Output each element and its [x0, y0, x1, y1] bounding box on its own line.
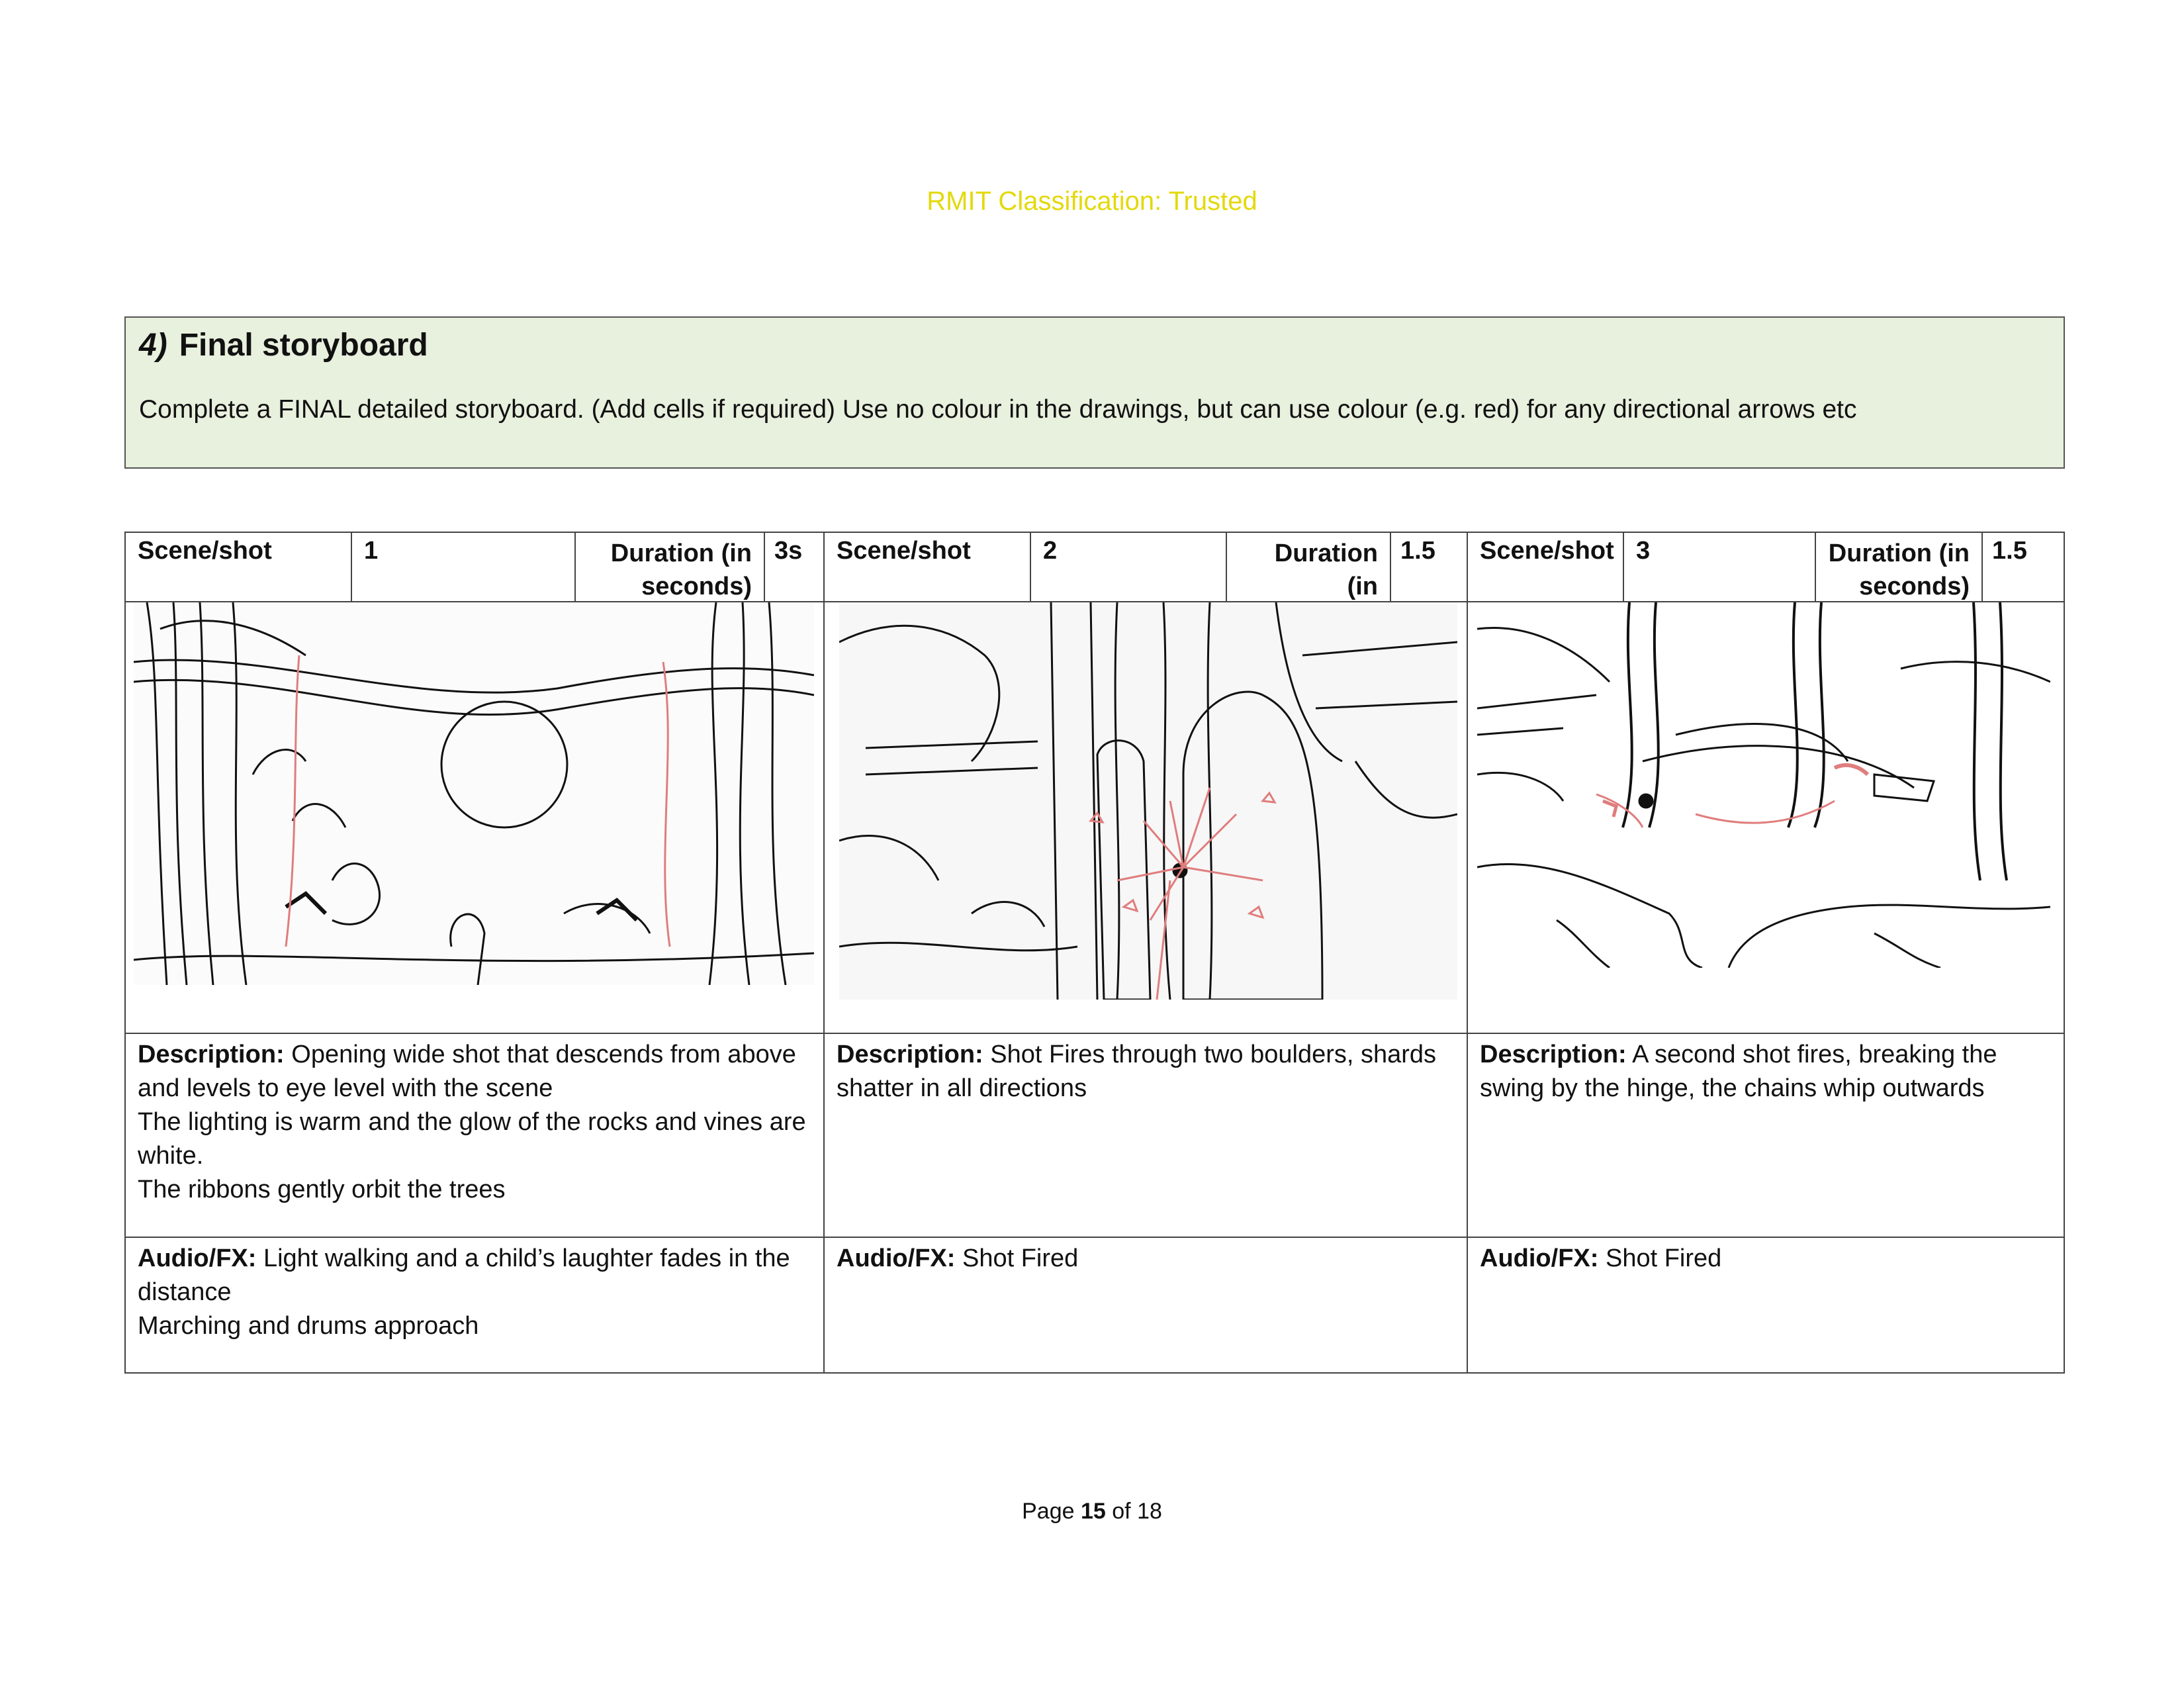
drawing-cell: [126, 602, 823, 1034]
duration-label: Duration (in seconds): [1816, 533, 1983, 601]
task-number: 4): [139, 328, 167, 363]
forest-swing-sketch-icon: [134, 602, 814, 985]
storyboard-panel-1: [126, 533, 825, 1372]
panel-header: [126, 533, 823, 602]
description-line: The ribbons gently orbit the trees: [138, 1176, 506, 1203]
audio-cell: [825, 1238, 1467, 1372]
page-current: 15: [1080, 1499, 1106, 1524]
audio-cell: [1468, 1238, 2065, 1372]
scene-number: 3: [1624, 533, 1816, 601]
storyboard-panel-3: [1468, 533, 2065, 1372]
storyboard-panel-2: [825, 533, 1468, 1372]
description-label: Description:: [837, 1041, 983, 1068]
duration-value: 1.5: [1992, 537, 2027, 565]
drawing-cell: [1468, 602, 2065, 1034]
audio-cell: [126, 1238, 823, 1372]
description-text: Opening wide shot that descends from above and levels to eye level with the scene: [138, 1041, 796, 1102]
swing-chains-sketch-icon: [1477, 602, 2050, 968]
scene-shot-label: Scene/shot: [1468, 533, 1624, 601]
audio-label: Audio/FX:: [138, 1244, 257, 1272]
scene-shot-label: Scene/shot: [126, 533, 352, 601]
duration-label: Duration (in: [1227, 533, 1391, 601]
description-cell: [825, 1034, 1467, 1238]
task-instructions: Complete a FINAL detailed storyboard. (Add cells if required) Use no colour in the drawings, but can use colour (e.g. red) for any directional arrows etc: [139, 395, 1857, 424]
audio-line: Marching and drums approach: [138, 1312, 479, 1340]
scene-shot-label: Scene/shot: [825, 533, 1031, 601]
audio-text: Shot Fired: [1605, 1244, 1722, 1272]
description-label: Description:: [1480, 1041, 1627, 1068]
of-word: of: [1112, 1499, 1131, 1524]
scene-number: 2: [1031, 533, 1227, 601]
task-title: [139, 327, 2050, 363]
page-total: 18: [1137, 1499, 1162, 1524]
page-word: Page: [1022, 1499, 1075, 1524]
audio-text: Light walking and a child’s laughter fades in the distance: [138, 1244, 790, 1306]
duration-value: 1.5: [1400, 537, 1435, 565]
boulders-shatter-sketch-icon: [839, 602, 1457, 1000]
description-cell: [126, 1034, 823, 1238]
description-label: Description:: [138, 1041, 285, 1068]
drawing-cell: [825, 602, 1467, 1034]
audio-text: Shot Fired: [962, 1244, 1079, 1272]
description-cell: [1468, 1034, 2065, 1238]
task-title-text: Final storyboard: [179, 328, 428, 363]
panel-header: [825, 533, 1467, 602]
storyboard-table: [124, 532, 2065, 1374]
audio-label: Audio/FX:: [1480, 1244, 1599, 1272]
scene-number: 1: [352, 533, 576, 601]
classification-label: RMIT Classification: Trusted: [927, 187, 1257, 216]
description-text: Shot Fires through two boulders, shards shatter in all directions: [837, 1041, 1437, 1102]
description-text: A second shot fires, breaking the swing by the hinge, the chains whip outwards: [1480, 1041, 1997, 1102]
page-footer: [0, 1499, 2184, 1524]
panel-header: [1468, 533, 2065, 602]
duration-value: 3s: [774, 537, 803, 565]
audio-label: Audio/FX:: [837, 1244, 956, 1272]
description-line: The lighting is warm and the glow of the rocks and vines are white.: [138, 1108, 806, 1170]
duration-label: Duration (in seconds): [576, 533, 765, 601]
task-box: [124, 316, 2065, 469]
